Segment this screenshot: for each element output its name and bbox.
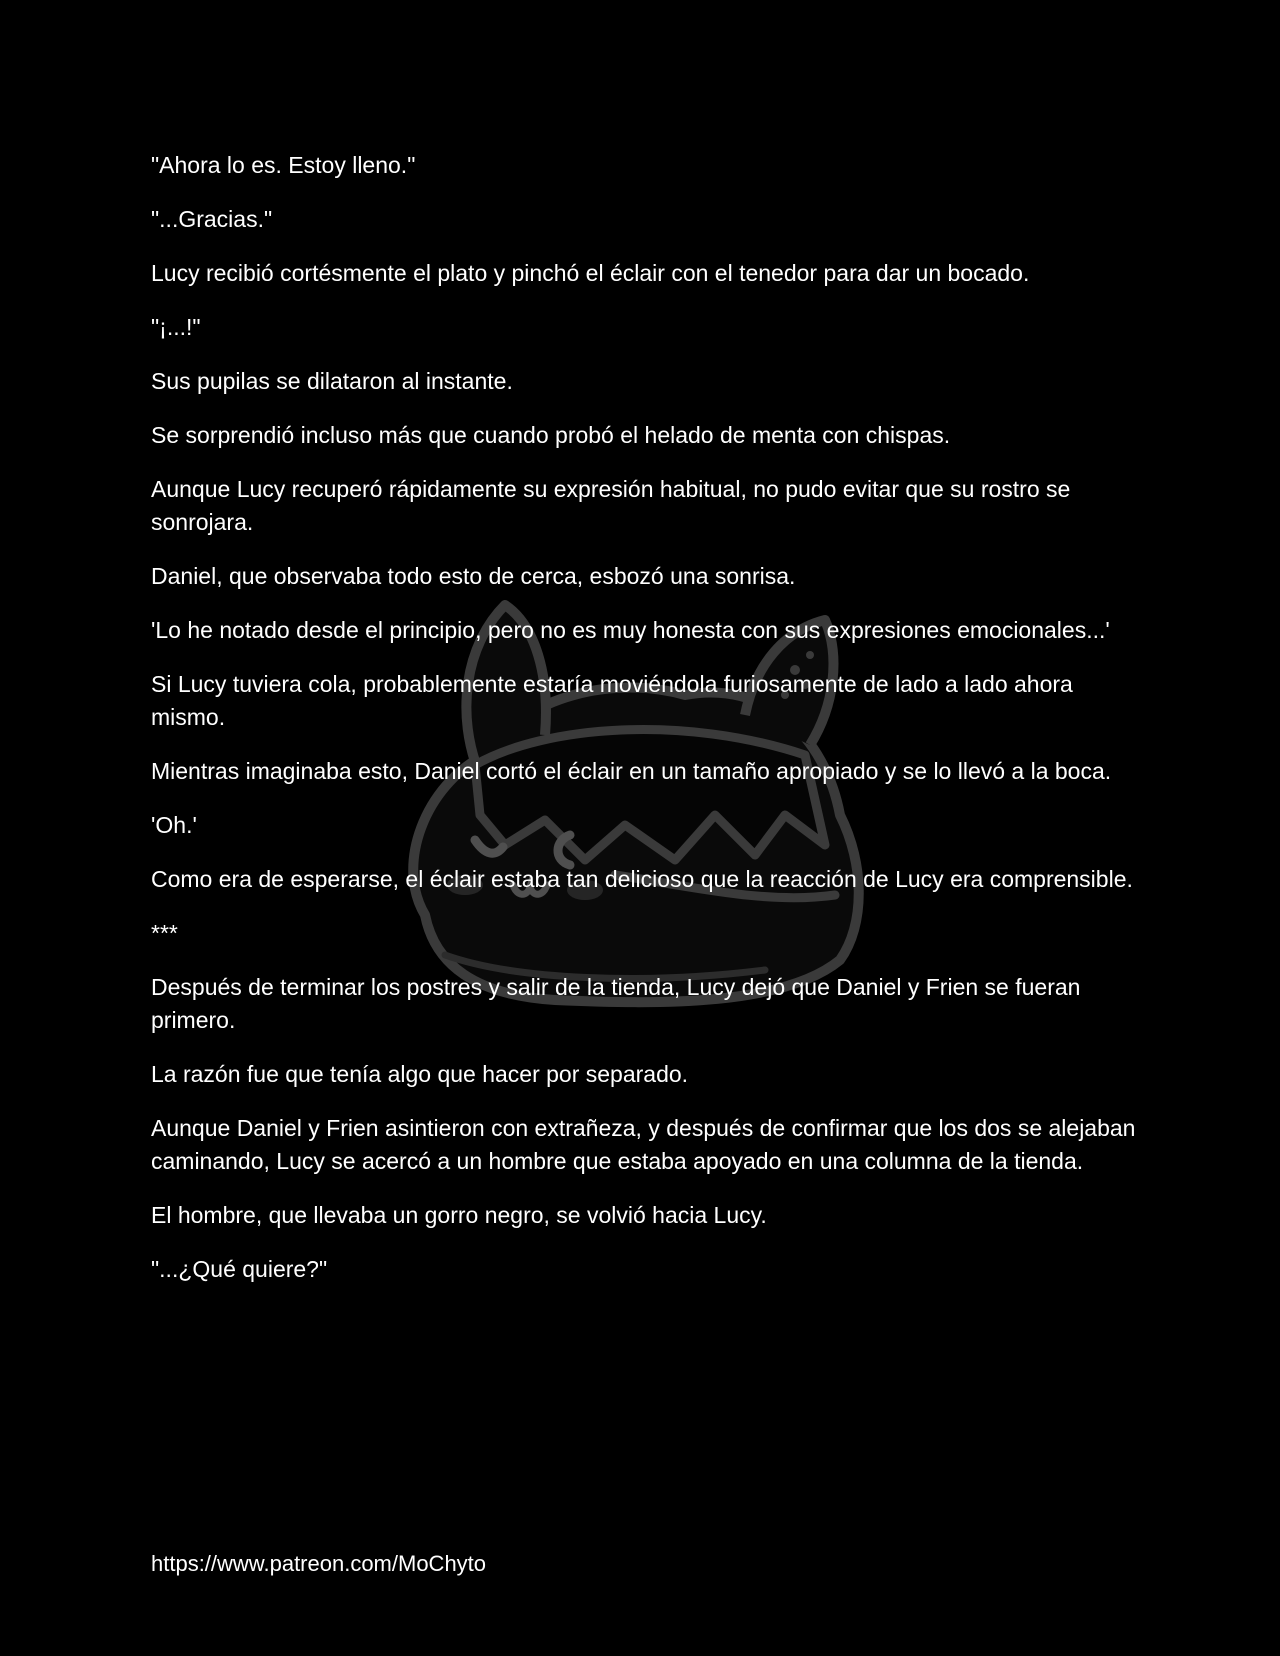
paragraph: La razón fue que tenía algo que hacer por separado. [151,1061,689,1087]
paragraph: "...Gracias." [151,206,273,232]
paragraph: Como era de esperarse, el éclair estaba tan delicioso que la reacción de Lucy era comprensible. [151,866,1133,892]
paragraph: Aunque Lucy recuperó rápidamente su expresión habitual, no pudo evitar que su rostro se sonrojara. [151,476,1071,535]
paragraph: Lucy recibió cortésmente el plato y pinchó el éclair con el tenedor para dar un bocado. [151,260,1030,286]
paragraph: "...¿Qué quiere?" [151,1256,328,1282]
scene-break: *** [151,920,178,946]
paragraph: Se sorprendió incluso más que cuando probó el helado de menta con chispas. [151,422,951,448]
chapter-text [151,149,1141,1307]
paragraph: Sus pupilas se dilataron al instante. [151,368,513,394]
paragraph: El hombre, que llevaba un gorro negro, se volvió hacia Lucy. [151,1202,767,1228]
patreon-link[interactable]: https://www.patreon.com/MoChyto [151,1551,487,1576]
paragraph: Daniel, que observaba todo esto de cerca, esbozó una sonrisa. [151,563,796,589]
paragraph: Mientras imaginaba esto, Daniel cortó el éclair en un tamaño apropiado y se lo llevó a la boca. [151,758,1112,784]
paragraph: "Ahora lo es. Estoy lleno." [151,152,416,178]
paragraph: 'Oh.' [151,812,197,838]
paragraph: 'Lo he notado desde el principio, pero no es muy honesta con sus expresiones emocionales...' [151,617,1110,643]
paragraph: Después de terminar los postres y salir de la tienda, Lucy dejó que Daniel y Frien se fueran primero. [151,974,1081,1033]
paragraph: Aunque Daniel y Frien asintieron con extrañeza, y después de confirmar que los dos se alejaban caminando, Lucy se acercó a un hombre que estaba apoyado en una columna de la tienda. [151,1115,1136,1174]
paragraph: Si Lucy tuviera cola, probablemente estaría moviéndola furiosamente de lado a lado ahora mismo. [151,671,1073,730]
paragraph: "¡...!" [151,314,201,340]
